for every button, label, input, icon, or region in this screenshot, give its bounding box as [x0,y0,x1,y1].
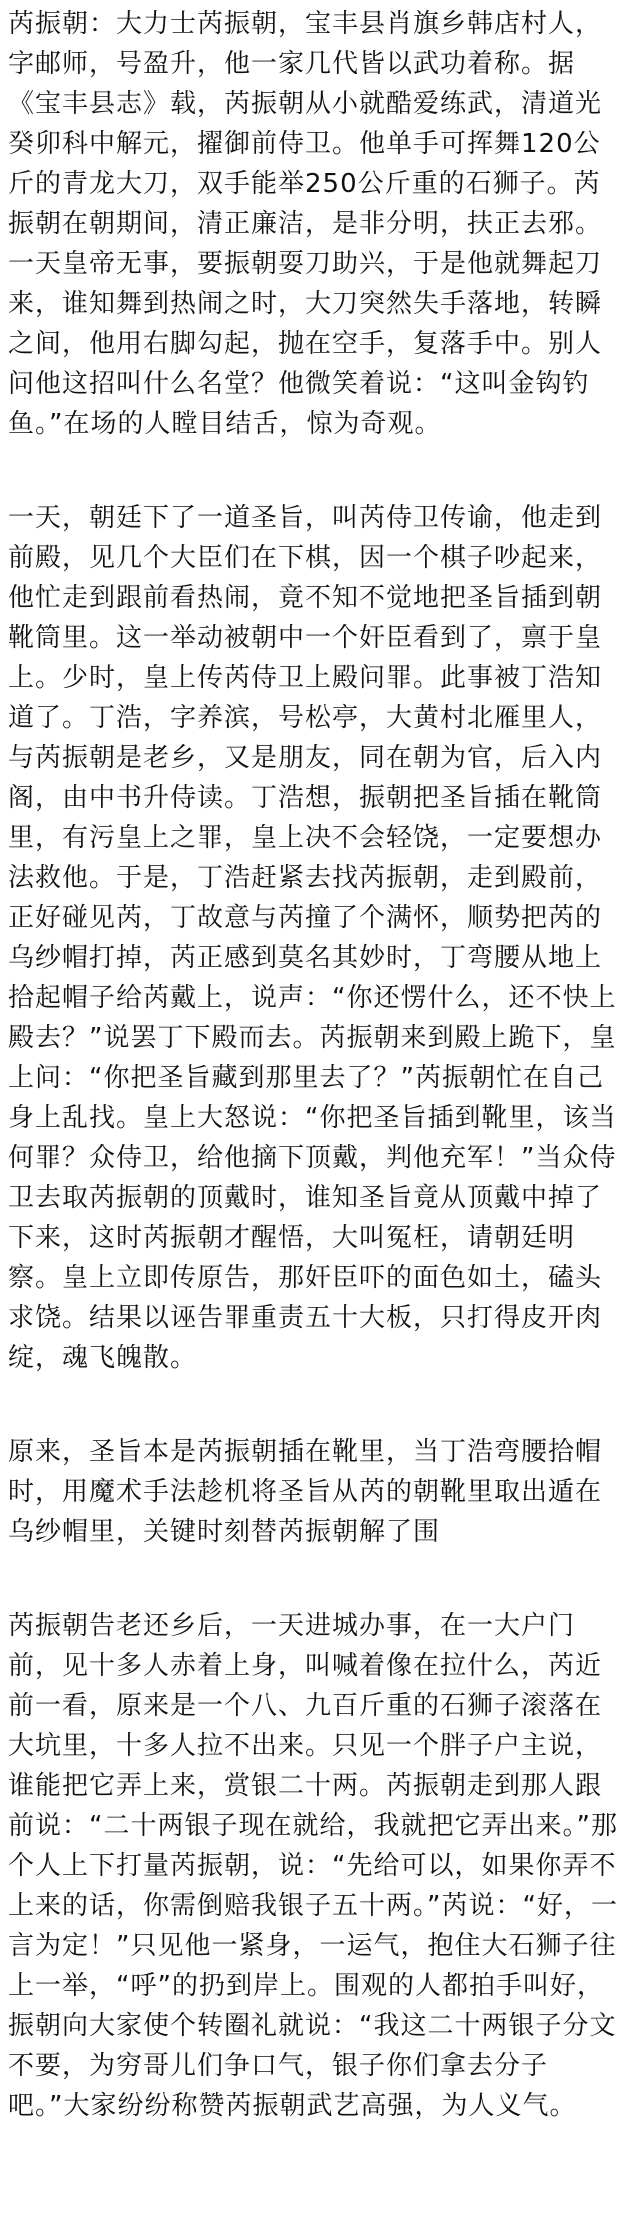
paragraph-3: 原来，圣旨本是芮振朝插在靴里，当丁浩弯腰拾帽时，用魔术手法趁机将圣旨从芮的朝靴里取出遁在乌纱帽里，关键时刻替芮振朝解了围 [8,1437,603,1547]
paragraph-spacer [8,444,626,498]
paragraph-spacer [8,1552,626,1606]
paragraph-spacer [8,1378,626,1432]
paragraph-4: 芮振朝告老还乡后，一天进城办事，在一大户门前，见十多人赤着上身，叫喊着像在拉什么，芮近前一看，原来是一个八、九百斤重的石狮子滚落在大坑里，十多人拉不出来。只见一个胖子户主说，谁能把它弄上来，赏银二十两。芮振朝走到那人跟前说：“二十两银子现在就给，我就把它弄出来。”那个人上下打量芮振朝，说：“先给可以，如果你弄不上来的话，你需倒赔我银子五十两。”芮说：“好，一言为定！”只见他一紧身，一运气，抱住大石狮子往上一举，“呼”的扔到岸上。围观的人都拍手叫好，振朝向大家使个转圈礼就说：“我这二十两银子分文不要，为穷哥儿们争口气，银子你们拿去分子吧。”大家纷纷称赞芮振朝武艺高强，为人义气。 [8,1611,618,2121]
paragraph-1: 芮振朝：大力士芮振朝，宝丰县肖旗乡韩店村人，字邮师，号盈升，他一家几代皆以武功着称。据《宝丰县志》载，芮振朝从小就酷爱练武，清道光癸卯科中解元，擢御前侍卫。他单手可挥舞120公斤的青龙大刀，双手能举250公斤重的石狮子。芮振朝在朝期间，清正廉洁，是非分明，扶正去邪。一天皇帝无事，要振朝耍刀助兴，于是他就舞起刀来，谁知舞到热闹之时，大刀突然失手落地，转瞬之间，他用右脚勾起，抛在空手，复落手中。别人问他这招叫什么名堂？他微笑着说：“这叫金钩钓鱼。”在场的人瞠目结舌，惊为奇观。 [8,9,603,439]
paragraph-2: 一天，朝廷下了一道圣旨，叫芮侍卫传谕，他走到前殿，见几个大臣们在下棋，因一个棋子吵起来，他忙走到跟前看热闹，竟不知不觉地把圣旨插到朝靴筒里。这一举动被朝中一个奸臣看到了，禀于皇上。少时，皇上传芮侍卫上殿问罪。此事被丁浩知道了。丁浩，字养滨，号松亭，大黄村北雁里人，与芮振朝是老乡，又是朋友，同在朝为官，后入内阁，由中书升侍读。丁浩想，振朝把圣旨插在靴筒里，有污皇上之罪，皇上决不会轻饶，一定要想办法救他。于是，丁浩赶紧去找芮振朝，走到殿前，正好碰见芮，丁故意与芮撞了个满怀，顺势把芮的乌纱帽打掉，芮正感到莫名其妙时，丁弯腰从地上拾起帽子给芮戴上，说声：“你还愣什么，还不快上殿去？”说罢丁下殿而去。芮振朝来到殿上跪下，皇上问：“你把圣旨藏到那里去了？”芮振朝忙在自己身上乱找。皇上大怒说：“你把圣旨插到靴里，该当何罪？众侍卫，给他摘下顶戴，判他充军！”当众侍卫去取芮振朝的顶戴时，谁知圣旨竟从顶戴中掉了下来，这时芮振朝才醒悟，大叫冤枉，请朝廷明察。皇上立即传原告，那奸臣吓的面色如土，磕头求饶。结果以诬告罪重责五十大板，只打得皮开肉绽，魂飞魄散。 [8,503,617,1373]
